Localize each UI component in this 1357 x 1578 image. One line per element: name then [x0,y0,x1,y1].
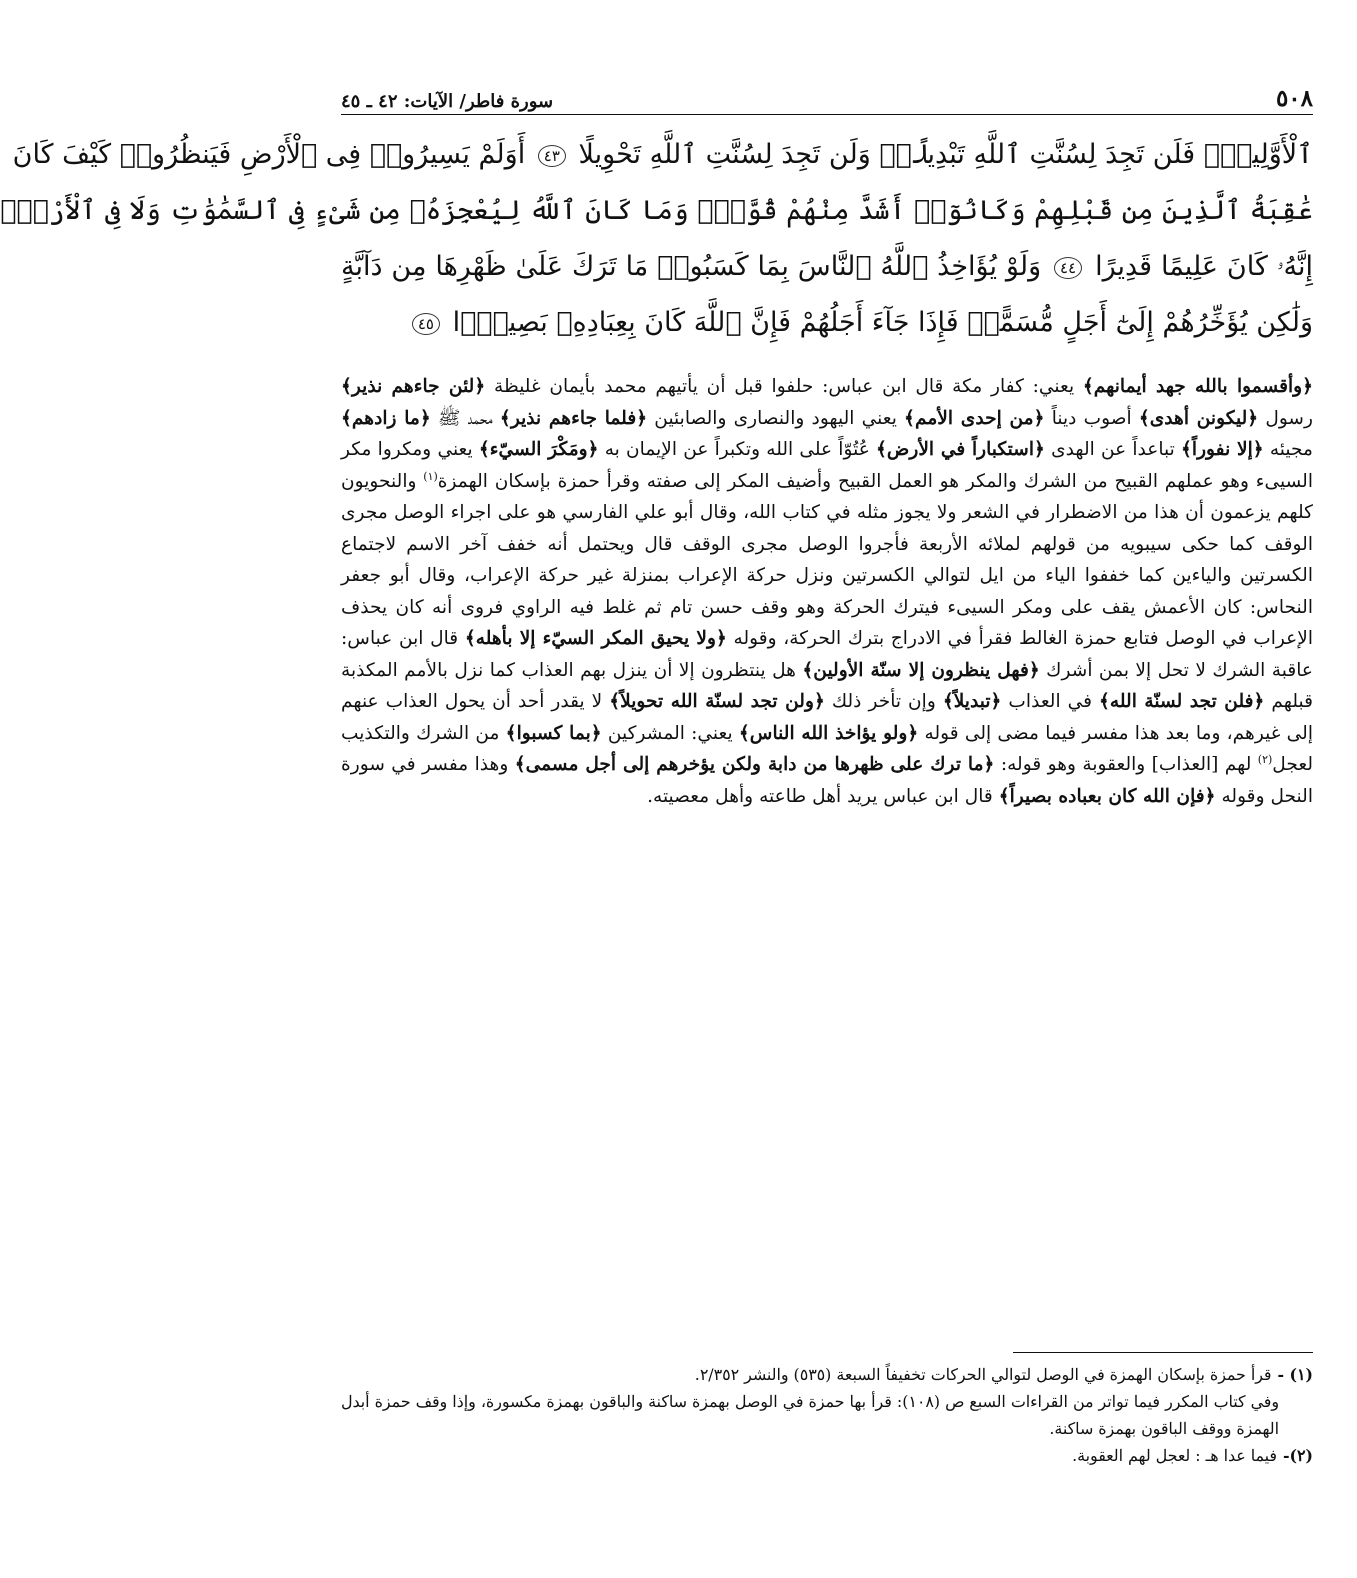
footnote-divider [1013,1352,1313,1353]
footnotes [341,1352,1313,1469]
running-header [341,82,1313,115]
quoted-phrase: ﴿ولا يحيق المكر السيّء إلا بأهله﴾ [464,628,727,649]
commentary-text: يعني: كفار مكة قال ابن عباس: حلفوا قبل أن يأتيهم محمد بأيمان غليظة [485,376,1083,397]
commentary-text: رسول [1258,407,1313,429]
quoted-phrase: ﴿فإن الله كان بعباده بصيراً﴾ [998,785,1216,807]
verse-text: أَوَلَمْ يَسِيرُوا۟ فِى ٱلْأَرْضِ فَيَنظُرُوا۟ كَيْفَ كَانَ [12,139,526,170]
footnote-text: وفي كتاب المكرر فيما تواتر من القراءات السبع ص (١٠٨): قرأ بها حمزة في الوصل بهمزة ساكنة والباقون بهمزة مكسورة، وإذا وقف حمزة أبدل الهمزة ووقف الباقون بهمزة ساكنة. [341,1392,1279,1438]
footnote-marker: (٢)- [1282,1446,1313,1465]
commentary-text: لا يقدر أحد أن يحول العذاب عنهم إلى غيرهم، وما بعد هذا مفسر فيما مضى إلى قوله [341,691,1313,744]
footnote-marker: (١) - [1277,1365,1313,1384]
commentary-text: من الشرك والتكذيب لعجل [341,722,1314,775]
footnote-text: قرأ حمزة بإسكان الهمزة في الوصل لتوالي الحركات تخفيفاً السبعة (٥٣٥) والنشر ٢/٣٥٢. [694,1365,1272,1384]
verse-text: وَلَوْ يُؤَاخِذُ ٱللَّهُ ٱلنَّاسَ بِمَا كَسَبُوا۟ مَا تَرَكَ عَلَىٰ ظَهْرِهَا مِن دَآبَّةٍ [341,251,1042,282]
quoted-phrase: ﴿ومَكْرَ السيّء﴾ [478,439,599,460]
page-number: ٥٠٨ [1275,85,1313,112]
commentary-text: مجيئه [1263,439,1313,460]
commentary-text: يعني اليهود والنصارى والصابئين [647,407,905,429]
verse-line [341,295,1313,351]
quoted-phrase: ﴿فهل ينظرون إلا سنّة الأولين﴾ [802,659,1040,681]
verse-text: عَٰقِبَةُ ٱلَّذِينَ مِن قَبْلِهِمْ وَكَانُوٓا۟ أَشَدَّ مِنْهُمْ قُوَّةًۚ وَمَا كَانَ ٱللَّهُ لِيُعْجِزَهُۥ مِن شَىْءٍ فِى ٱلسَّمَٰوَٰتِ وَلَا فِى ٱلْأَرْضِۚ [0,195,1313,226]
footnote-1-continuation [341,1388,1313,1442]
verse-line [0,183,1313,239]
commentary-text: أصوب ديناً [1044,407,1139,429]
commentary-text: تباعداً عن الهدى [1044,439,1182,460]
quoted-phrase: ﴿لئن جاءهم نذير﴾ [341,376,486,397]
page [0,82,1314,1558]
quoted-phrase: ﴿فلن تجد لسنّة الله﴾ [1099,691,1265,712]
commentary-text: محمد ﷺ [430,407,500,429]
verse-text: إِنَّهُۥ كَانَ عَلِيمًا قَدِيرًا [1095,251,1313,282]
quoted-phrase: ﴿ولو يؤاخذ الله الناس﴾ [738,722,919,744]
quoted-phrase: ﴿من إحدى الأمم﴾ [904,407,1045,429]
commentary-text: والنحويون كلهم يزعمون أن هذا من الاضطرار في الشعر ولا يجوز مثله في كتاب الله، وقال أبو علي الفارسي هو على اجراء الوصل مجرى الوقف كما حكى سيبويه من قولهم لملائه الأربعة فأجروا الوصل مجرى الوقف قال ويحتمل أنه خفف آخر الاسم لاجتماع الكسرتين والياءين كما خففوا الياء من ايل لتوالي الكسرتين ونزل حركة الإعراب بمنزلة غير حركة الإعراب، وقال أبو جعفر النحاس: كان الأعمش يقف على ومكر السيىء فيترك الحركة وهو وقف حسن تام ثم غلط فيه الراوي فروى أنه كان يحذف الإعراب في الوصل فتابع حمزة الغالط فقرأ في الادراج بترك الحركة، وقوله [341,470,1314,649]
quoted-phrase: ﴿ما زادهم﴾ [341,407,431,429]
commentary-text: هل ينتظرون إلا أن ينزل بهم العذاب كما نزل بالأمم المكذبة قبلهم [341,659,1313,712]
verse-text: ٱلْأَوَّلِينَۚ فَلَن تَجِدَ لِسُنَّتِ ٱللَّهِ تَبْدِيلًاۖ وَلَن تَجِدَ لِسُنَّتِ ٱللَّهِ تَحْوِيلًا [578,139,1313,170]
surah-label: سورة فاطر/ الآيات: ٤٢ ـ ٤٥ [341,91,554,112]
quoted-phrase: ﴿تبديلاً﴾ [942,691,1002,712]
verse-line [12,127,1313,183]
quran-verses [0,127,1313,351]
quoted-phrase: ﴿ليكونن أهدى﴾ [1138,407,1259,429]
commentary-text: يعني: المشركين [601,722,739,744]
verse-text: وَلَٰكِن يُؤَخِّرُهُمْ إِلَىٰٓ أَجَلٍ مُّسَمًّىۖ فَإِذَا جَآءَ أَجَلُهُمْ فَإِنَّ ٱللَّهَ كَانَ بِعِبَادِهِۦ بَصِيرًۢا [452,307,1313,338]
commentary-text: لهم [العذاب] والعقوبة وهو قوله: [994,754,1258,775]
quoted-phrase: ﴿ولن تجد لسنّة الله تحويلاً﴾ [609,691,825,712]
footnote-reference[interactable]: (١) [423,469,438,483]
footnote-text: فيما عدا هـ : لعجل لهم العقوبة. [1072,1446,1277,1465]
quoted-phrase: ﴿إلا نفوراً﴾ [1181,439,1264,460]
commentary-paragraph [341,371,1313,812]
ayah-number-marker: ٤٣ [538,145,566,167]
ayah-number-marker: ٤٥ [412,313,440,335]
verse-line [341,239,1313,295]
footnote-1 [341,1361,1313,1388]
quoted-phrase: ﴿فلما جاءهم نذير﴾ [499,407,648,429]
footnote-reference[interactable]: (٢) [1257,752,1273,766]
commentary-text: في العذاب [1001,691,1100,712]
quoted-phrase: ﴿وأقسموا بالله جهد أيمانهم﴾ [1082,376,1313,397]
commentary-text: قال ابن عباس يريد أهل طاعته وأهل معصيته. [647,785,999,807]
quoted-phrase: ﴿ما ترك على ظهرها من دابة ولكن يؤخرهم إلى أجل مسمى﴾ [514,754,995,775]
ayah-number-marker: ٤٤ [1054,257,1082,279]
commentary-text: قال ابن عباس: عاقبة الشرك لا تحل إلا بمن أشرك [341,628,1314,681]
commentary-text: يعني ومكروا مكر السيىء وهو عملهم القبيح من الشرك والمكر هو العمل القبيح وأضيف المكر إلى صفته وقرأ حمزة بإسكان الهمزة [341,439,1314,492]
commentary-text: وإن تأخر ذلك [824,691,943,712]
quoted-phrase: ﴿بما كسبوا﴾ [505,722,602,744]
quoted-phrase: ﴿استكباراً في الأرض﴾ [875,439,1045,460]
commentary-text: وهذا مفسر في سورة النحل وقوله [341,754,1313,807]
footnote-2 [341,1442,1313,1469]
commentary-text: عُتُوّاً على الله وتكبراً عن الإيمان به [598,439,876,460]
